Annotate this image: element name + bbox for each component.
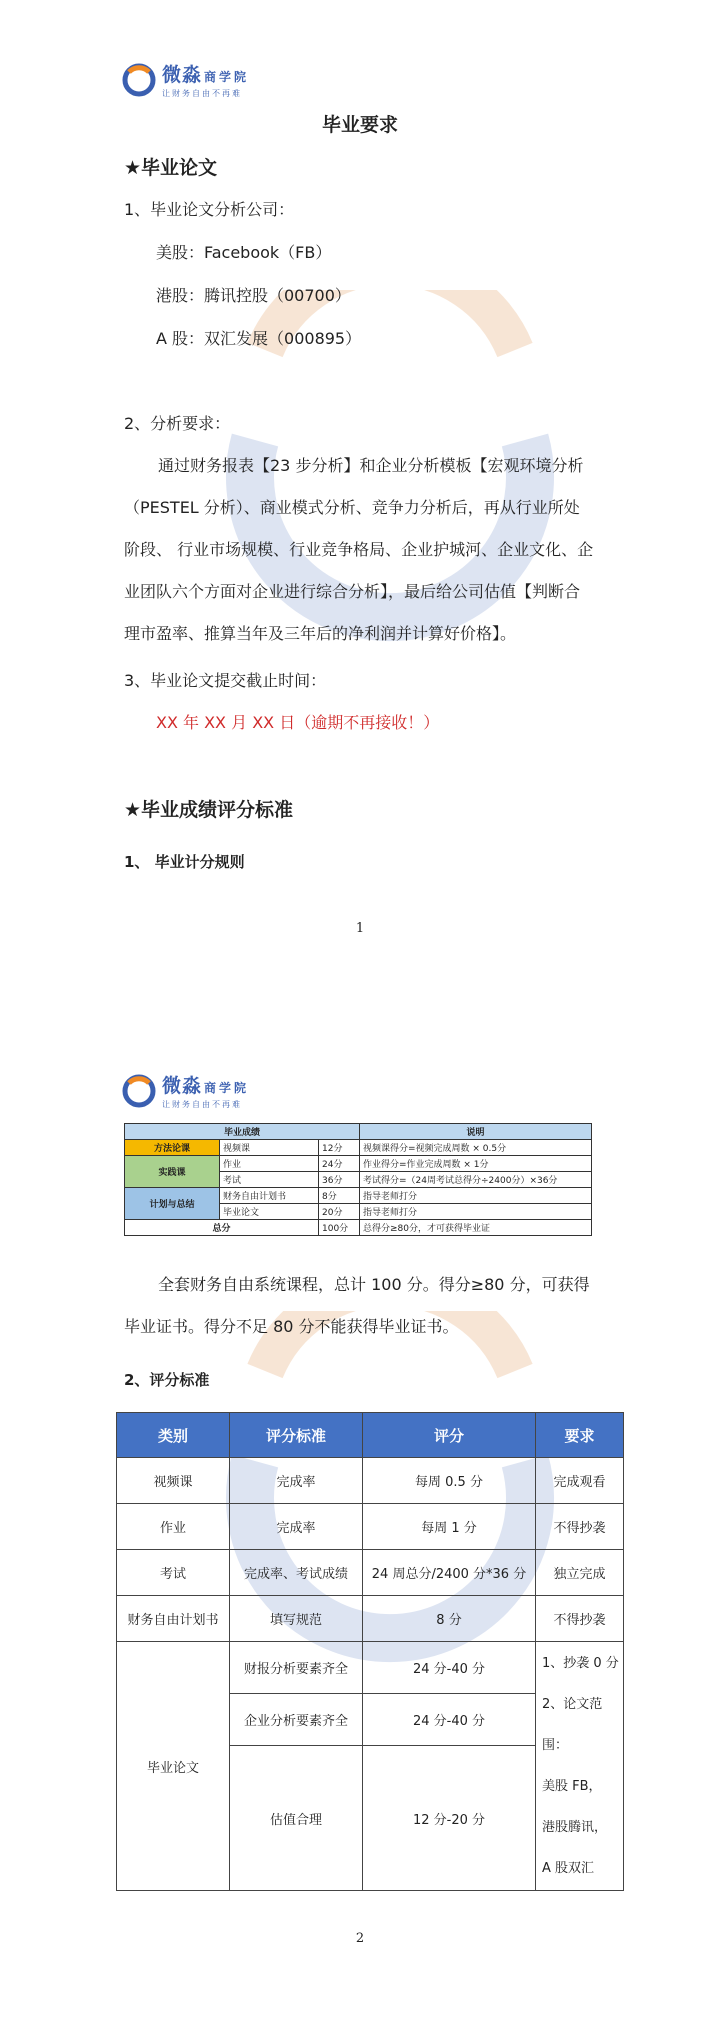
table-header: 评分标准	[230, 1413, 363, 1458]
table-header: 类别	[117, 1413, 230, 1458]
item-cell: 视频课	[220, 1140, 319, 1156]
brand-logo	[122, 1071, 249, 1110]
section-heading-thesis: ★毕业论文	[124, 157, 218, 179]
table-header: 要求	[536, 1413, 624, 1458]
company-us: 美股：Facebook（FB）	[156, 243, 332, 262]
brand-logo	[122, 60, 249, 99]
score-cell: 8分	[319, 1188, 360, 1204]
cell: 不得抄袭	[536, 1504, 624, 1550]
logo-icon	[122, 63, 156, 97]
total-desc: 总得分≥80分，才可获得毕业证	[360, 1220, 592, 1236]
page-title: 毕业要求	[321, 114, 398, 136]
cell: 填写规范	[230, 1596, 363, 1642]
cell: 24 周总分/2400 分*36 分	[363, 1550, 536, 1596]
desc-cell: 作业得分=作业完成周数 × 1分	[360, 1156, 592, 1172]
logo-brand: 微淼	[162, 1075, 203, 1097]
table-row	[117, 1642, 624, 1694]
cell: 完成率、考试成绩	[230, 1550, 363, 1596]
total-score: 100分	[319, 1220, 360, 1236]
table-row	[117, 1596, 624, 1642]
table-row	[125, 1188, 592, 1204]
logo-icon	[122, 1074, 156, 1108]
item-cell: 毕业论文	[220, 1204, 319, 1220]
score-cell: 12分	[319, 1140, 360, 1156]
cell: 12 分-20 分	[363, 1746, 536, 1891]
cell: 财务自由计划书	[117, 1596, 230, 1642]
score-cell: 24分	[319, 1156, 360, 1172]
group-cell: 计划与总结	[125, 1188, 220, 1220]
total-label: 总分	[125, 1220, 319, 1236]
cell: 8 分	[363, 1596, 536, 1642]
cell: 完成率	[230, 1458, 363, 1504]
page-2	[0, 1011, 720, 2022]
company-a: A 股：双汇发展（000895）	[156, 329, 362, 348]
logo-school: 商学院	[204, 70, 250, 84]
table-header: 评分	[363, 1413, 536, 1458]
score-rules-table	[124, 1123, 592, 1236]
item-cell: 考试	[220, 1172, 319, 1188]
thesis-item-1: 1、毕业论文分析公司：	[124, 200, 295, 219]
thesis-item-3: 3、毕业论文提交截止时间：	[124, 671, 327, 690]
section-heading-scoring: ★毕业成绩评分标准	[124, 799, 294, 821]
cell: 独立完成	[536, 1550, 624, 1596]
cell: 24 分-40 分	[363, 1694, 536, 1746]
criteria-subheading: 2、评分标准	[124, 1371, 210, 1389]
table-header: 说明	[360, 1124, 592, 1140]
cell: 作业	[117, 1504, 230, 1550]
cell: 财报分析要素齐全	[230, 1642, 363, 1694]
group-cell: 方法论课	[125, 1140, 220, 1156]
score-summary: 全套财务自由系统课程，总计 100 分。得分≥80 分，可获得毕业证书。得分不足 80 分不能获得毕业证书。	[124, 1275, 590, 1336]
cell: 估值合理	[230, 1746, 363, 1891]
table-row-total	[125, 1220, 592, 1236]
analysis-requirements: 通过财务报表【23 步分析】和企业分析模板【宏观环境分析（PESTEL 分析）、商业模式分析、竞争力分析后，再从行业所处阶段、 行业市场规模、行业竞争格局、企业护城河、企业文化、企业团队六个方面对企业进行综合分析】，最后给公司估值【判断合理市盈率、推算当年及三年后的净利润并计算好价格】。	[124, 456, 594, 643]
desc-cell: 指导老师打分	[360, 1188, 592, 1204]
cell: 视频课	[117, 1458, 230, 1504]
table-row	[125, 1156, 592, 1172]
logo-slogan: 让财务自由不再难	[162, 89, 242, 98]
criteria-table	[116, 1412, 624, 1891]
desc-cell: 考试得分=（24周考试总得分÷2400分）×36分	[360, 1172, 592, 1188]
requirement-line: 1、抄袭 0 分	[542, 1656, 619, 1671]
requirement-line: 港股腾讯，	[542, 1820, 608, 1835]
table-row	[117, 1504, 624, 1550]
requirement-line: 2、论文范围：	[542, 1697, 603, 1753]
table-row	[117, 1458, 624, 1504]
cell: 完成观看	[536, 1458, 624, 1504]
page-number: 2	[355, 1931, 365, 1946]
page-number: 1	[355, 921, 365, 936]
requirement-line: 美股 FB，	[542, 1779, 602, 1794]
thesis-item-2: 2、分析要求：	[124, 414, 231, 433]
table-row	[125, 1140, 592, 1156]
desc-cell: 指导老师打分	[360, 1204, 592, 1220]
cell: 考试	[117, 1550, 230, 1596]
table-row	[117, 1550, 624, 1596]
company-hk: 港股：腾讯控股（00700）	[156, 286, 351, 305]
cell: 不得抄袭	[536, 1596, 624, 1642]
logo-slogan: 让财务自由不再难	[162, 1100, 242, 1109]
requirement-line: A 股双汇	[542, 1861, 595, 1876]
desc-cell: 视频课得分=视频完成周数 × 0.5分	[360, 1140, 592, 1156]
thesis-requirements-cell	[536, 1642, 624, 1891]
logo-brand: 微淼	[162, 64, 203, 86]
thesis-category-cell: 毕业论文	[117, 1642, 230, 1891]
table-header: 毕业成绩	[125, 1124, 360, 1140]
cell: 24 分-40 分	[363, 1642, 536, 1694]
logo-school: 商学院	[204, 1081, 250, 1095]
item-cell: 财务自由计划书	[220, 1188, 319, 1204]
score-cell: 36分	[319, 1172, 360, 1188]
cell: 每周 1 分	[363, 1504, 536, 1550]
cell: 企业分析要素齐全	[230, 1694, 363, 1746]
group-cell: 实践课	[125, 1156, 220, 1188]
cell: 完成率	[230, 1504, 363, 1550]
cell: 每周 0.5 分	[363, 1458, 536, 1504]
item-cell: 作业	[220, 1156, 319, 1172]
deadline-text: XX 年 XX 月 XX 日（逾期不再接收！）	[156, 713, 440, 732]
score-cell: 20分	[319, 1204, 360, 1220]
rules-subheading: 1、 毕业计分规则	[124, 853, 245, 871]
